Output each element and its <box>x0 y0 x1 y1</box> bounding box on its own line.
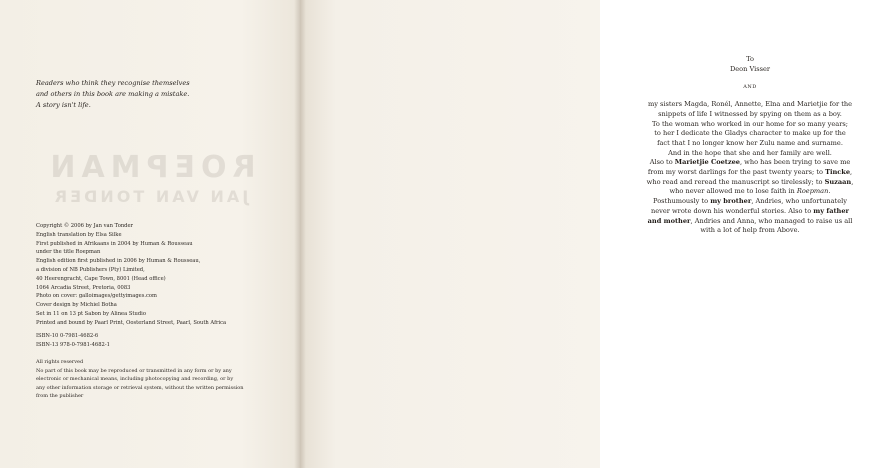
dedication-text: , Andries, who unfortunately <box>751 197 847 206</box>
dedication-text: Also to <box>649 158 675 167</box>
dedication-text: never wrote down his wonderful stories. Also to <box>651 206 814 215</box>
copyright-line: English edition first published in 2006 by Human & Rousseau, <box>36 258 201 265</box>
dedication-text: who read and reread the manuscript so tirelessly; to <box>646 177 825 186</box>
dedication-name: and mother <box>647 216 691 225</box>
rights-line: electronic or mechanical means, including photocopying and recording, or by <box>36 376 234 383</box>
right-page <box>300 0 854 468</box>
dedication-line <box>618 158 882 168</box>
isbn-13: ISBN-13 978-0-7981-4682-1 <box>36 341 110 348</box>
rights-notice <box>36 358 286 401</box>
dedication-name: Marietjie Coetzee <box>674 158 740 167</box>
epigraph-line: A story isn't life. <box>36 101 91 109</box>
rights-line: No part of this book may be reproduced or transmitted in any form or by any <box>36 367 232 374</box>
dedication-text: , Andries and Anna, who managed to raise us all <box>690 216 853 225</box>
rights-line: any other information storage or retrieval system, without the written permission <box>36 384 244 391</box>
dedication-line <box>618 197 882 207</box>
dedication-line <box>618 217 882 227</box>
dedication-text: Posthumously to <box>653 197 711 206</box>
dedication-line: who never allowed me to lose faith in Roepman. <box>669 187 831 196</box>
dedication <box>618 55 882 236</box>
copyright-line: a division of NB Publishers (Pty) Limited, <box>36 266 145 273</box>
dedication-name: my brother <box>710 197 752 206</box>
dedication-text: who never allowed me to lose faith in <box>669 187 797 196</box>
copyright-line: Set in 11 on 13 pt Sabon by Alinea Studio <box>36 310 146 317</box>
dedication-line: with a lot of help from Above. <box>700 226 800 235</box>
copyright-line: 40 Heerengracht, Cape Town, 8001 (Head office) <box>36 275 166 282</box>
dedication-text: , who has been trying to save me <box>739 158 851 167</box>
copyright-block <box>36 222 286 328</box>
epigraph-line: Readers who think they recognise themselves <box>36 79 190 87</box>
dedication-line: fact that I no longer know her Zulu name and surname. <box>657 138 843 147</box>
dedication-and: AND <box>743 84 757 91</box>
dedication-line <box>618 207 882 217</box>
dedication-to: To <box>746 55 754 63</box>
dedication-line: to her I dedicate the Gladys character to make up for the <box>654 129 846 138</box>
isbn-10: ISBN-10 0-7981-4682-6 <box>36 333 99 339</box>
epigraph <box>36 78 266 111</box>
copyright-line: Printed and bound by Paarl Print, Oosterland Street, Paarl, South Africa <box>36 319 227 326</box>
dedication-name: Suzaan <box>824 177 852 186</box>
dedication-line: snippets of life I witnessed by spying on them as a boy. <box>658 109 842 118</box>
rights-line: from the publisher <box>36 393 84 400</box>
left-page <box>0 0 300 468</box>
dedication-line: from my worst darlings for the past twenty years; to Tincke, <box>647 168 853 177</box>
dedication-line: And in the hope that she and her family are well. <box>668 148 832 157</box>
rights-line: All rights reserved <box>36 359 84 365</box>
dedication-title: Roepman <box>796 187 829 196</box>
book-gutter <box>294 0 306 468</box>
copyright-line: Photo on cover: galloimages/gettyimages.com <box>36 293 157 300</box>
copyright-line: 1064 Arcadia Street, Pretoria, 0083 <box>36 284 131 291</box>
copyright-line: First published in Afrikaans in 2004 by Human & Rousseau <box>36 240 193 247</box>
dedication-line: who read and reread the manuscript so tirelessly; to Suzaan, <box>646 177 854 186</box>
dedication-recipient: Deon Visser <box>729 64 771 73</box>
dedication-line: my sisters Magda, Ronél, Annette, Elna and Marietjie for the <box>647 100 853 109</box>
copyright-line: English translation by Elsa Silke <box>36 231 122 238</box>
epigraph-line: and others in this book are making a mistake. <box>36 90 190 98</box>
dedication-line: To the woman who worked in our home for so many years; <box>652 119 848 128</box>
copyright-line: Copyright © 2006 by Jan van Tonder <box>36 223 134 229</box>
isbn-block <box>36 332 236 350</box>
show-through-from-reverse: ROEPMAN JAN VAN TONDER <box>44 150 256 206</box>
copyright-line: Cover design by Michiel Botha <box>36 302 117 309</box>
dedication-name: my father <box>813 206 849 215</box>
dedication-name: Tincke <box>825 168 851 177</box>
copyright-line: under the title Roepman <box>36 249 101 256</box>
dedication-text: from my worst darlings for the past twenty years; to <box>647 168 826 177</box>
